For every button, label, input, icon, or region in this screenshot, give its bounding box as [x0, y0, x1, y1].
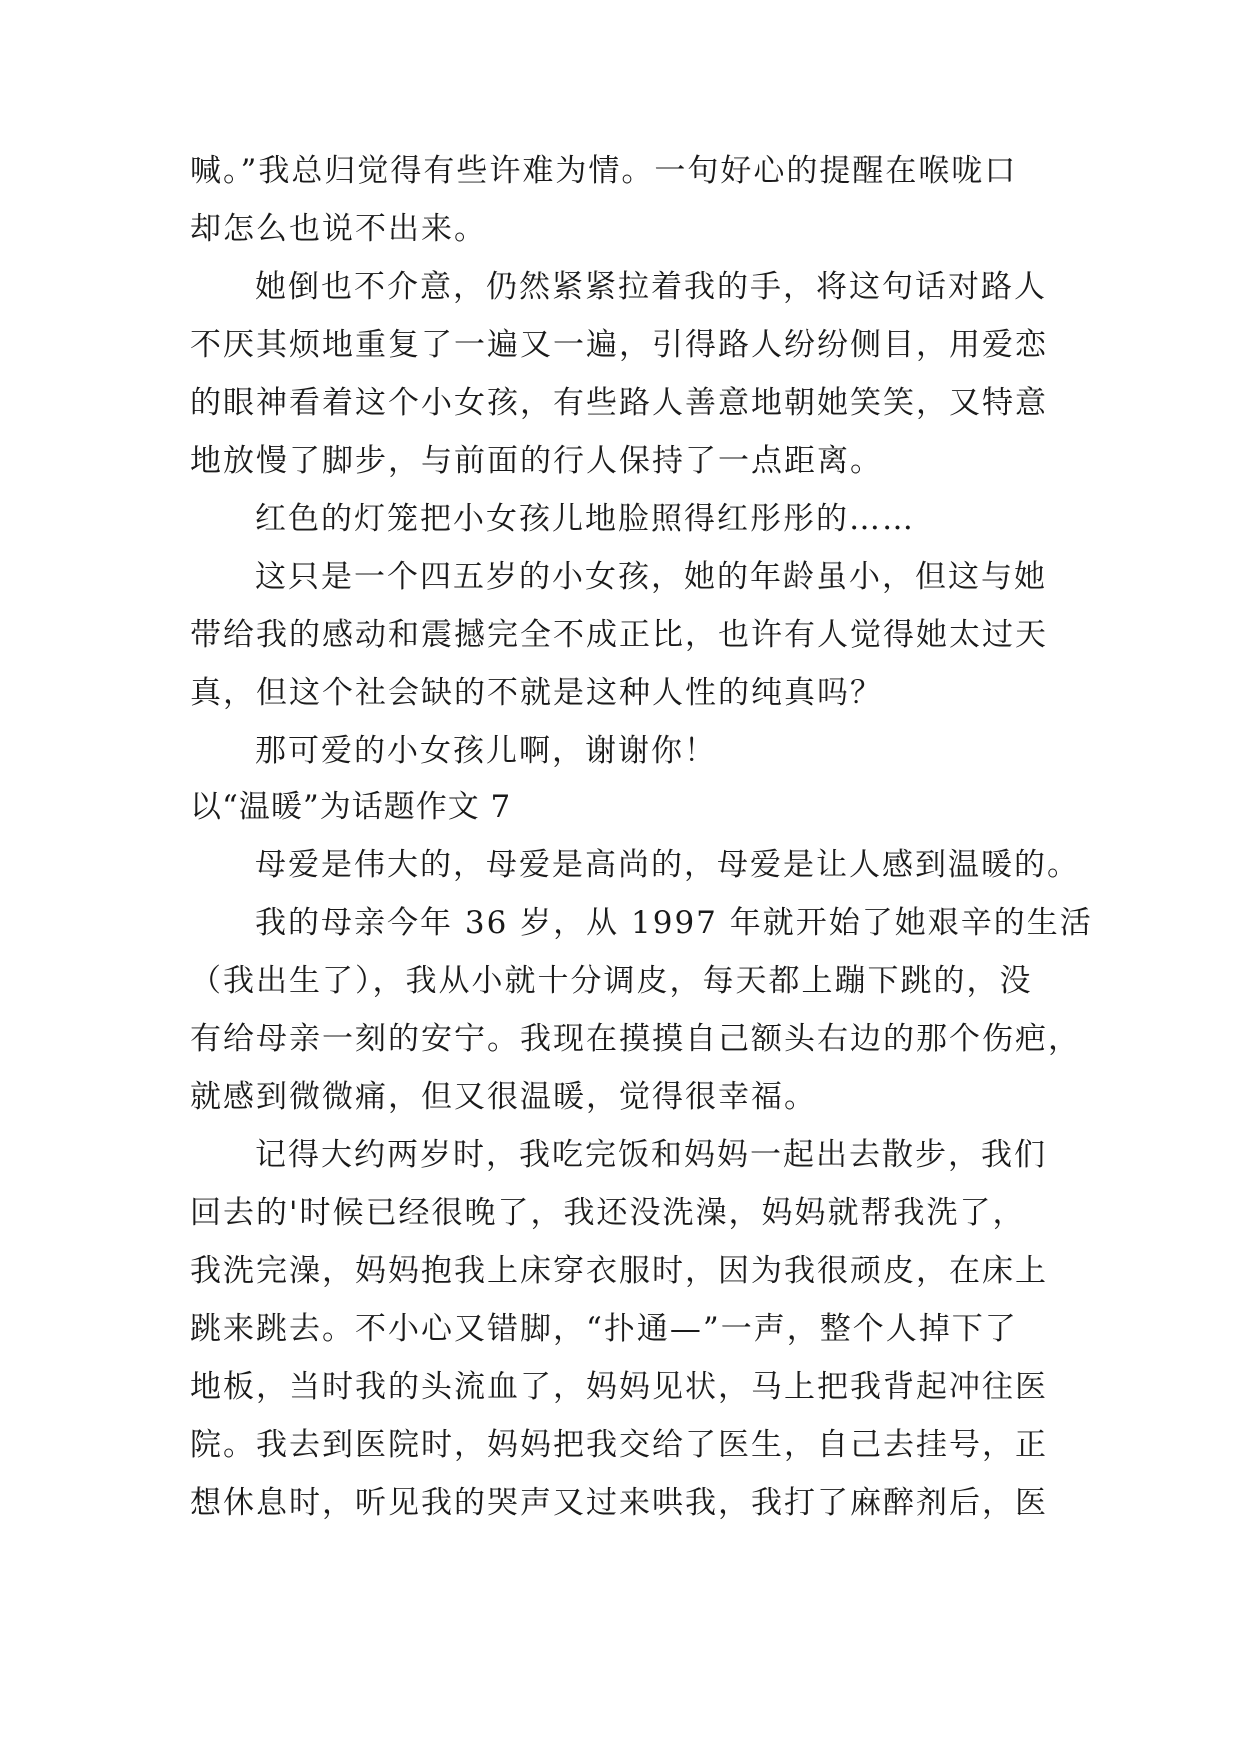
text-line: 我洗完澡，妈妈抱我上床穿衣服时，因为我很顽皮，在床上 — [190, 1253, 1048, 1289]
paragraph-start-line: 这只是一个四五岁的小女孩，她的年龄虽小，但这与她 — [255, 559, 1047, 595]
text-line: 回去的'时候已经很晚了，我还没洗澡，妈妈就帮我洗了， — [190, 1195, 1026, 1231]
text-line: 的眼神看着这个小女孩，有些路人善意地朝她笑笑，又特意 — [190, 385, 1048, 421]
text-line: 地板，当时我的头流血了，妈妈见状，马上把我背起冲往医 — [190, 1369, 1048, 1405]
paragraph-start-line: 红色的灯笼把小女孩儿地脸照得红彤彤的…… — [255, 501, 915, 537]
text-line: 有给母亲一刻的安宁。我现在摸摸自己额头右边的那个伤疤， — [190, 1021, 1081, 1057]
text-line: 带给我的感动和震撼完全不成正比，也许有人觉得她太过天 — [190, 617, 1048, 653]
text-line: 不厌其烦地重复了一遍又一遍，引得路人纷纷侧目，用爱恋 — [190, 327, 1048, 363]
paragraph-start-line: 我的母亲今年 36 岁，从 1997 年就开始了她艰辛的生活 — [255, 905, 1093, 941]
text-line: 就感到微微痛，但又很温暖，觉得很幸福。 — [190, 1079, 817, 1115]
text-line: 院。我去到医院时，妈妈把我交给了医生，自己去挂号，正 — [190, 1427, 1048, 1463]
text-line: 真，但这个社会缺的不就是这种人性的纯真吗？ — [190, 675, 883, 711]
text-line: 却怎么也说不出来。 — [190, 211, 487, 247]
text-line: 想休息时，听见我的哭声又过来哄我，我打了麻醉剂后，医 — [190, 1485, 1048, 1521]
text-line: 喊。”我总归觉得有些许难为情。一句好心的提醒在喉咙口 — [190, 153, 1018, 189]
paragraph-start-line: 母爱是伟大的，母爱是高尚的，母爱是让人感到温暖的。 — [255, 847, 1080, 883]
paragraph-start-line: 记得大约两岁时，我吃完饭和妈妈一起出去散步，我们 — [255, 1137, 1047, 1173]
paragraph-start-line: 那可爱的小女孩儿啊，谢谢你！ — [255, 733, 717, 769]
text-line: （我出生了），我从小就十分调皮，每天都上蹦下跳的，没 — [190, 963, 1033, 999]
paragraph-start-line: 她倒也不介意，仍然紧紧拉着我的手，将这句话对路人 — [255, 269, 1047, 305]
text-line: 跳来跳去。不小心又错脚，“扑通—”一声，整个人掉下了 — [190, 1311, 1018, 1347]
section-heading: 以“温暖”为话题作文 7 — [190, 789, 512, 825]
text-line: 地放慢了脚步，与前面的行人保持了一点距离。 — [190, 443, 883, 479]
